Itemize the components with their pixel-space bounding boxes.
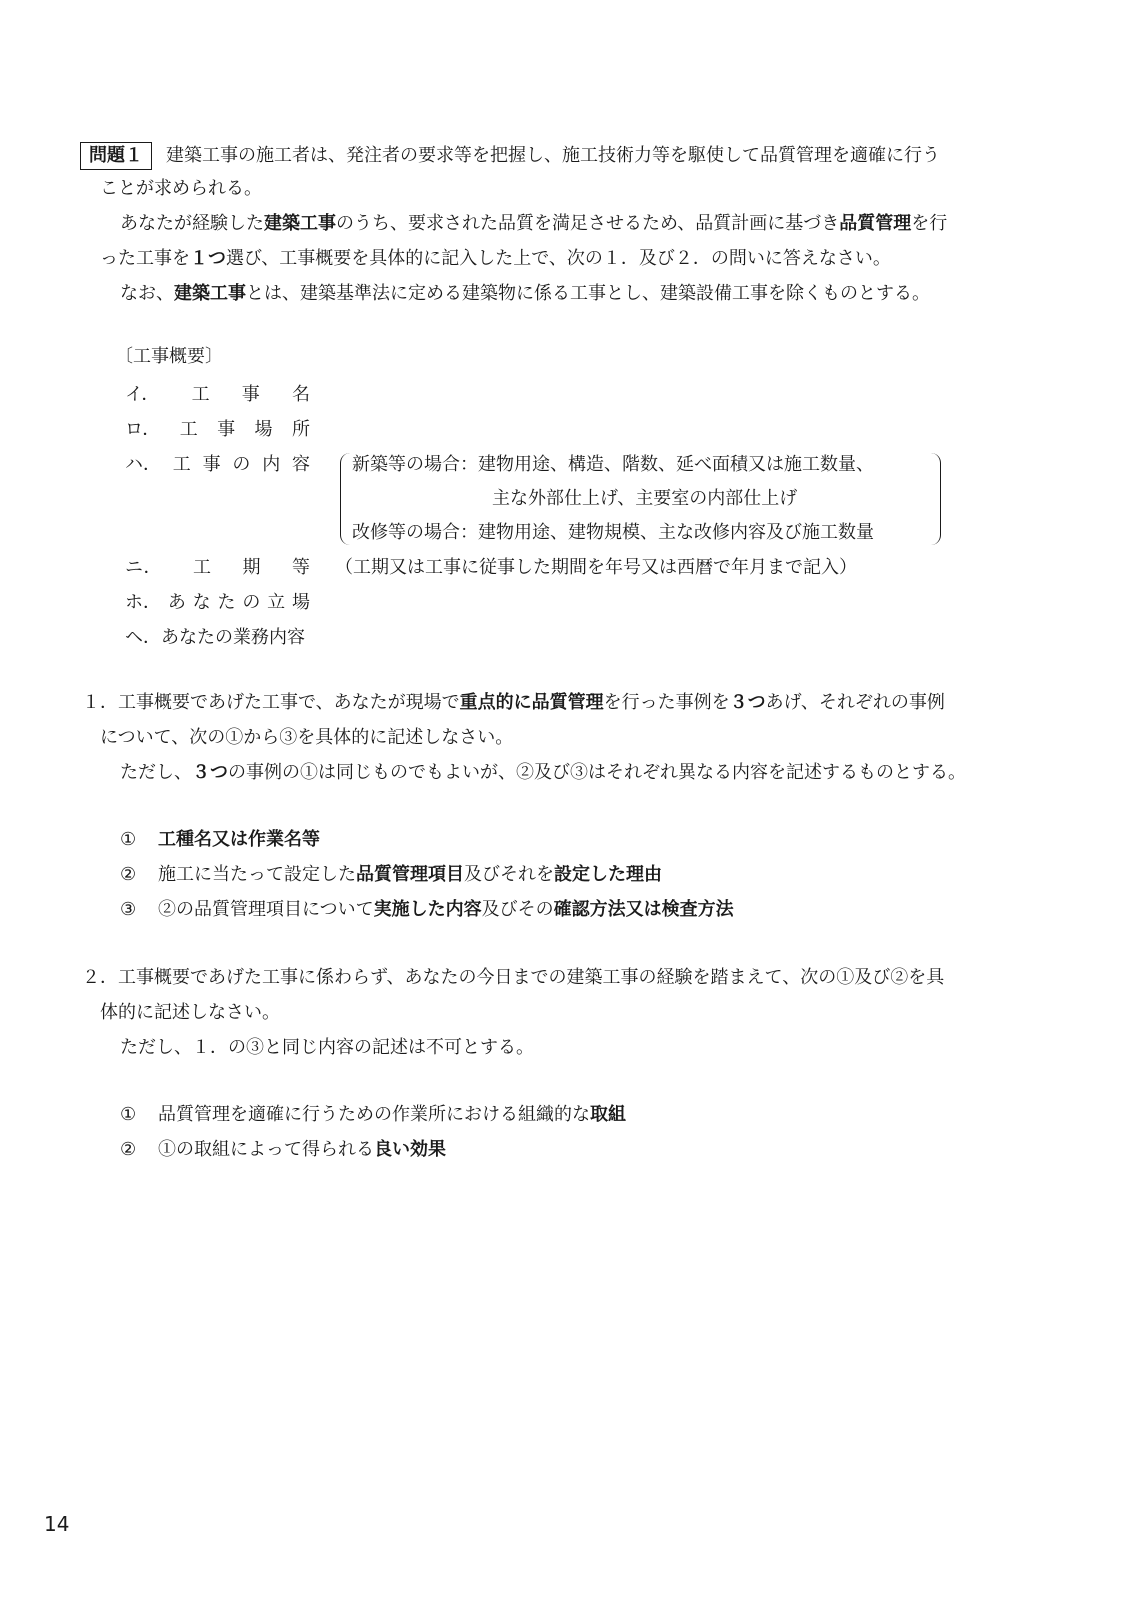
item-mark: ホ．	[125, 592, 161, 613]
right-parenthesis	[930, 453, 941, 545]
bold-text: 重点的に品質管理	[459, 692, 604, 713]
q1-line-3	[120, 761, 966, 785]
text: ただし、	[120, 762, 192, 783]
item-char: な	[192, 592, 211, 613]
bold-text: 品質管理	[839, 213, 912, 234]
overview-item-ro	[125, 418, 310, 442]
text: のうち、要求された品質を満足させるため、品質計画に基づき	[336, 213, 840, 234]
q2-item-2	[120, 1138, 446, 1162]
problem-paragraph-3	[100, 247, 891, 271]
overview-item-ni	[125, 556, 310, 580]
item-mark: ①	[120, 829, 137, 850]
q2-line-2: 体的に記述しなさい。	[100, 1002, 280, 1023]
item-char: 工	[172, 454, 191, 475]
item-mark: ②	[120, 864, 137, 885]
text: 工事概要であげた工事で、あなたが現場で	[118, 692, 460, 713]
item-mark: ハ．	[125, 454, 161, 475]
item-char: 場	[291, 592, 310, 613]
text: なお、	[120, 283, 174, 304]
text: 及びそれを	[464, 864, 554, 885]
item-mark: ニ．	[125, 557, 162, 578]
bold-text: 設定した理由	[554, 864, 662, 885]
problem-intro-line-1	[80, 142, 940, 170]
item-char: た	[217, 592, 236, 613]
bold-text: ３つ	[192, 762, 228, 783]
text: を行	[911, 213, 948, 234]
item-mark: ②	[120, 1139, 137, 1160]
item-char: 工	[193, 557, 212, 578]
q1-line-2: について、次の①から③を具体的に記述しなさい。	[100, 727, 514, 748]
text: を行った事例を	[603, 692, 730, 713]
item-char: 事	[217, 419, 236, 440]
item-char: 事	[202, 454, 221, 475]
bold-text: 確認方法又は検査方法	[553, 899, 734, 920]
q1-item-2	[120, 863, 662, 887]
item-char: 工	[191, 384, 210, 405]
item-char: 事	[241, 384, 260, 405]
q1-line-1	[82, 691, 945, 715]
bold-text: 良い効果	[374, 1139, 446, 1160]
item-char: 場	[254, 419, 273, 440]
item-char: 名	[292, 384, 310, 405]
problem-paragraph-2	[120, 212, 947, 236]
text: 選び、工事概要を具体的に記入した上で、次の１．及び２．の問いに答えなさい。	[226, 248, 891, 269]
text: の事例の①は同じものでもよいが、②及び③はそれぞれ異なる内容を記述するものとする。	[228, 762, 966, 783]
problem-intro-text-1: 建築工事の施工者は、発注者の要求等を把握し、施工技術力等を駆使して品質管理を適確に行う	[166, 145, 940, 166]
q2-line-1	[82, 966, 944, 990]
overview-item-ha	[125, 453, 310, 477]
item-mark: ③	[120, 899, 137, 920]
text: 工事概要であげた工事に係わらず、あなたの今日までの建築工事の経験を踏まえて、次の①及び②を具	[118, 967, 945, 988]
bold-text: 取組	[590, 1104, 626, 1125]
text: あなたが経験した	[120, 213, 264, 234]
text: 品質管理を適確に行うための作業所における組織的な	[158, 1104, 590, 1125]
bold-text: 品質管理項目	[356, 864, 464, 885]
q2-number: ２．	[82, 967, 118, 988]
item-char: 等	[292, 557, 310, 578]
text: あげ、それぞれの事例	[765, 692, 945, 713]
bold-text: １つ	[190, 248, 226, 269]
naiyou-new-line-1: 新築等の場合：建物用途、構造、階数、延べ面積又は施工数量、	[352, 454, 874, 475]
naiyou-renovation-line: 改修等の場合：建物用途、建物規模、主な改修内容及び施工数量	[352, 522, 874, 543]
q2-line-3: ただし、１．の③と同じ内容の記述は不可とする。	[120, 1037, 534, 1058]
left-parenthesis	[340, 453, 351, 545]
q1-item-1	[120, 828, 320, 852]
item-mark: ロ．	[125, 419, 161, 440]
q1-item-3	[120, 898, 734, 922]
bold-text: 実施した内容	[373, 899, 482, 920]
item-char: 工	[179, 419, 198, 440]
text: ②の品質管理項目について	[158, 899, 374, 920]
overview-item-ho	[125, 591, 310, 615]
bold-text: 建築工事	[174, 283, 246, 304]
item-char: 内	[262, 454, 281, 475]
item-char: 所	[291, 419, 310, 440]
overview-item-he	[125, 626, 305, 650]
text: った工事を	[100, 248, 190, 269]
problem-paragraph-4	[120, 282, 930, 306]
text: 及びその	[481, 899, 554, 920]
page-number: 14	[44, 1512, 70, 1536]
bold-text: ３つ	[729, 692, 766, 713]
q2-item-1	[120, 1103, 626, 1127]
item-mark: イ．	[125, 384, 160, 405]
text: ①の取組によって得られる	[158, 1139, 374, 1160]
problem-label: 問題１	[80, 142, 152, 170]
item-char: の	[232, 454, 251, 475]
overview-heading: 〔工事概要〕	[115, 346, 223, 367]
overview-item-i	[125, 383, 310, 407]
problem-intro-line-2: ことが求められる。	[100, 178, 262, 199]
kouki-note: （工期又は工事に従事した期間を年号又は西暦で年月まで記入）	[335, 557, 857, 578]
item-mark: ヘ．	[125, 627, 161, 648]
item-text: あなたの業務内容	[161, 627, 305, 648]
item-char: 立	[267, 592, 286, 613]
text: とは、建築基準法に定める建築物に係る工事とし、建築設備工事を除くものとする。	[246, 283, 930, 304]
text: 施工に当たって設定した	[158, 864, 356, 885]
bold-text: 建築工事	[264, 213, 336, 234]
q1-number: １．	[82, 692, 118, 713]
item-char: 期	[242, 557, 261, 578]
item-char: の	[242, 592, 261, 613]
naiyou-new-line-2: 主な外部仕上げ、主要室の内部仕上げ	[492, 488, 798, 509]
item-char: 容	[291, 454, 310, 475]
item-char: あ	[167, 592, 186, 613]
bold-text: 工種名又は作業名等	[158, 829, 320, 850]
item-mark: ①	[120, 1104, 137, 1125]
